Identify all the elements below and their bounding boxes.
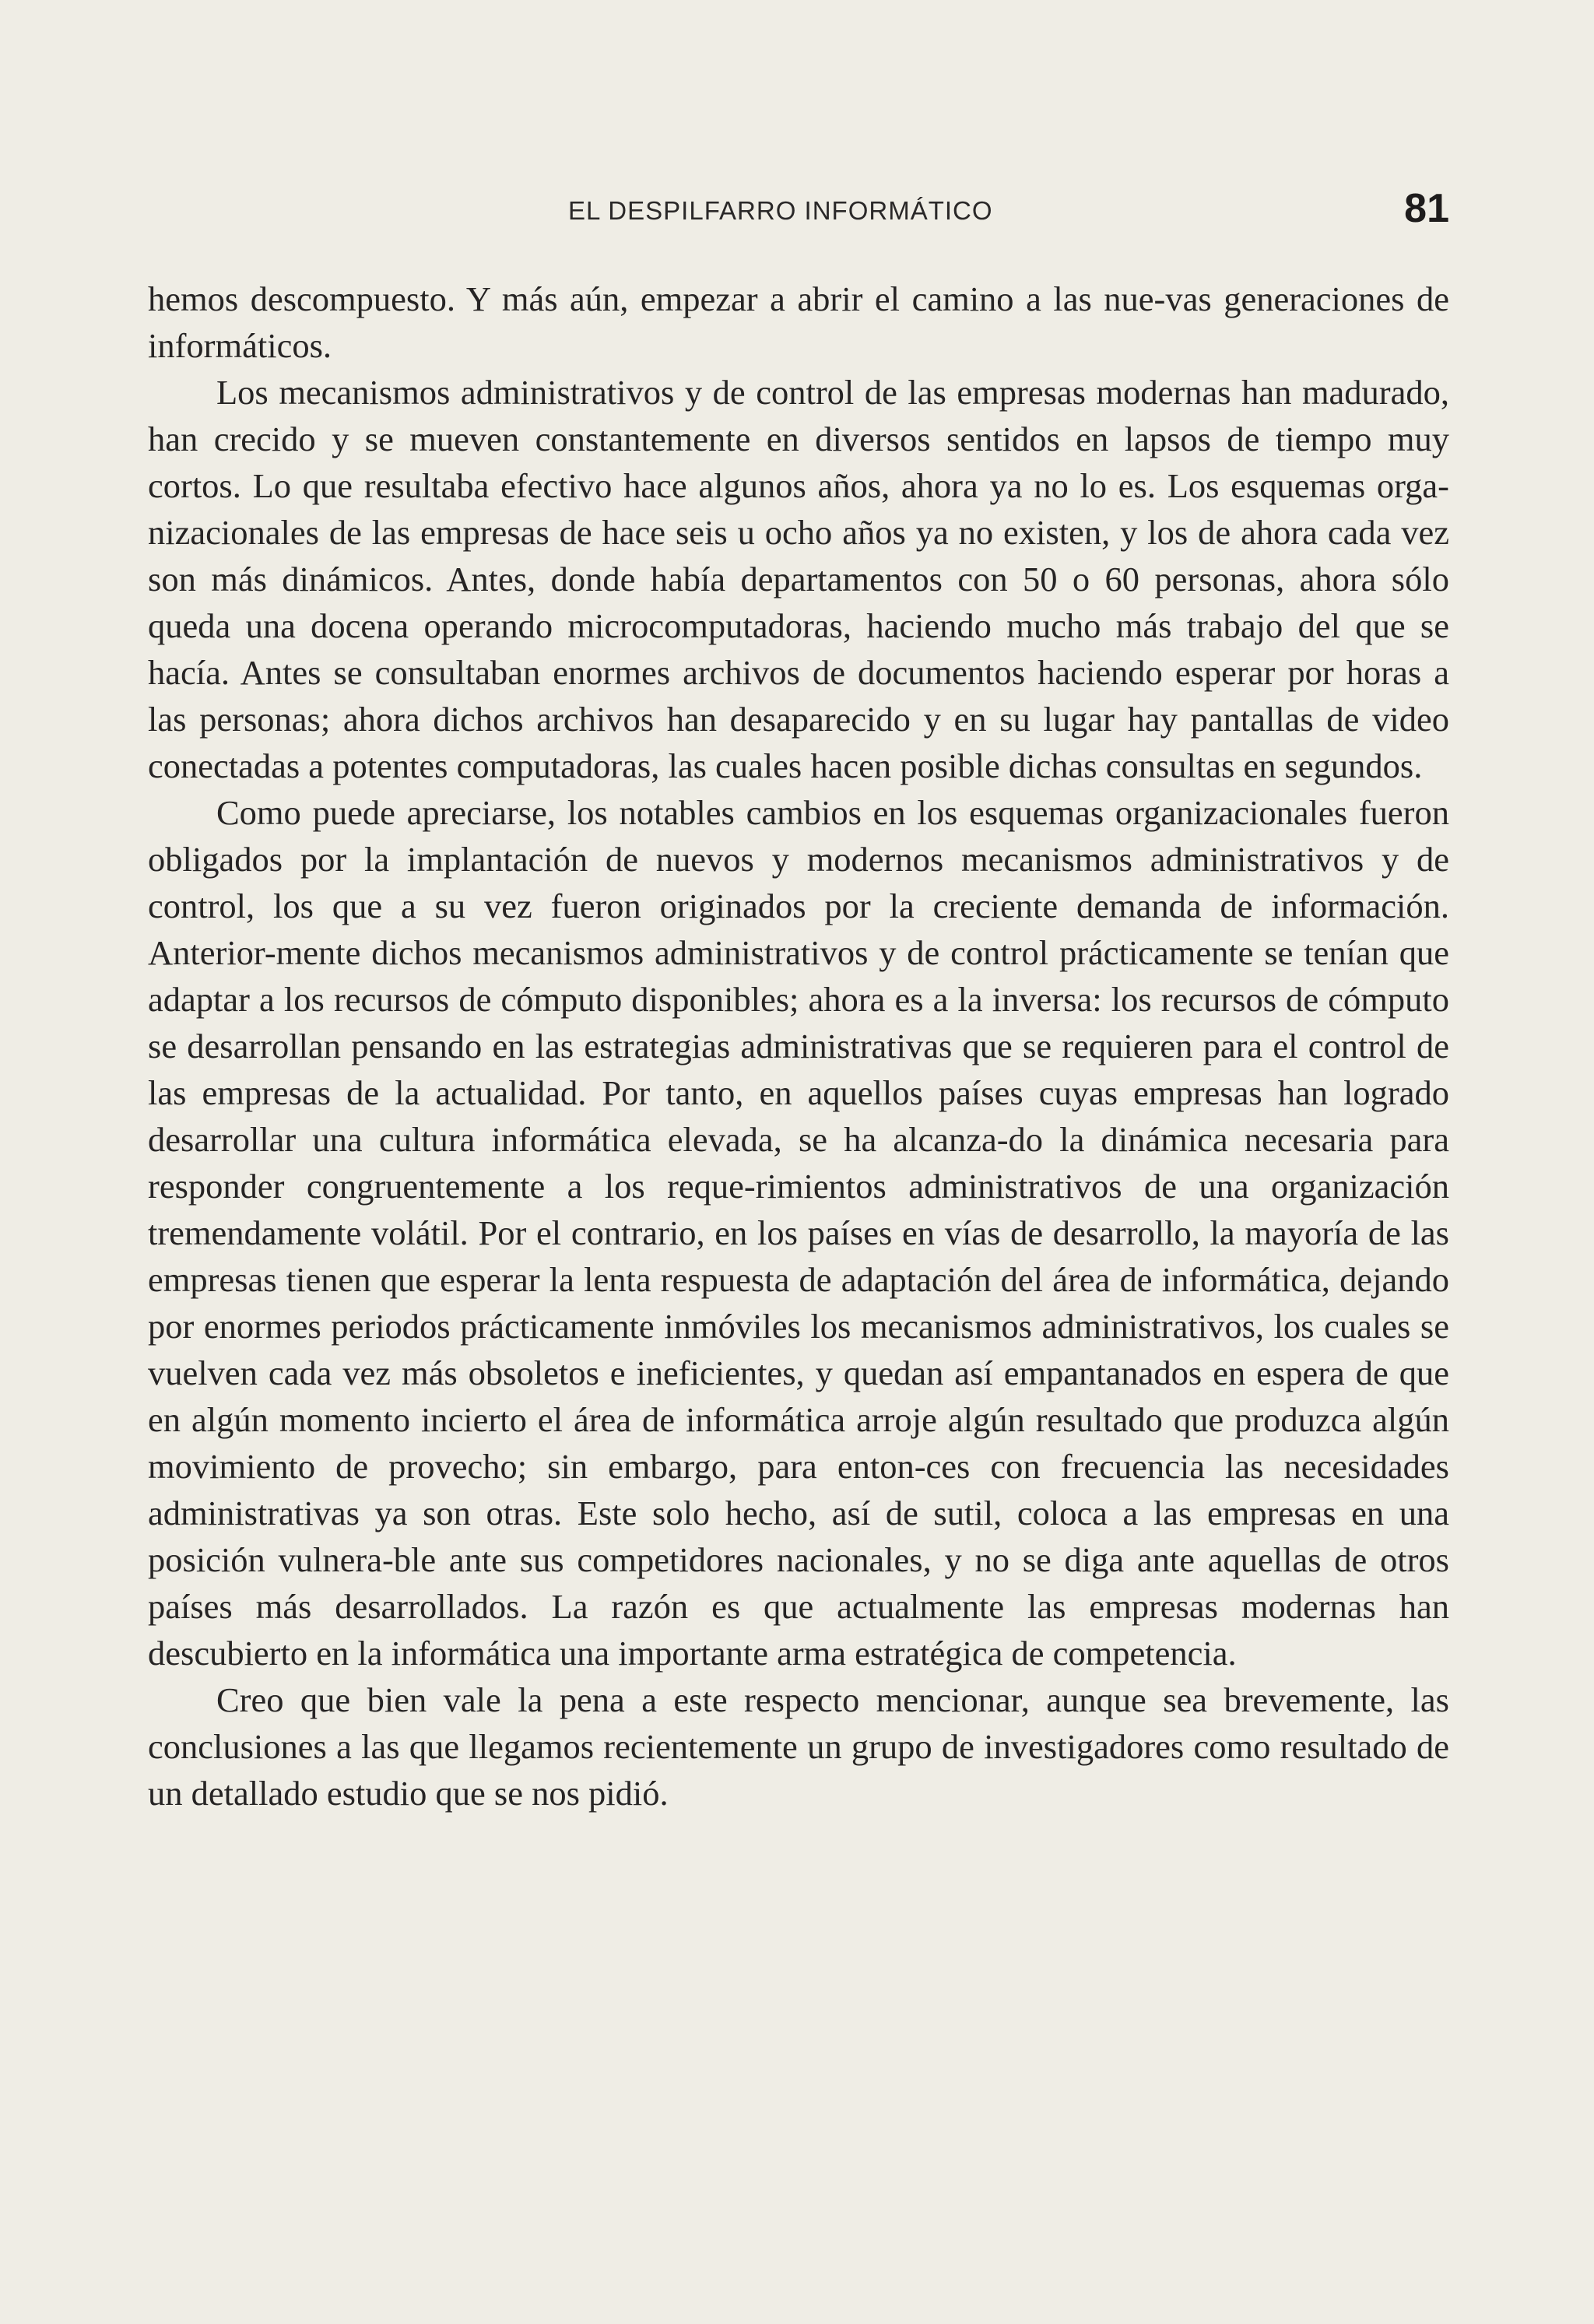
paragraph-4: Creo que bien vale la pena a este respecto mencionar, aunque sea brevemente, las conclusiones a las que llegamos recientemente un grupo de investigadores como resultado de un detallado estudio que se nos pidió. [148,1680,1449,1813]
page-number: 81 [1404,186,1449,231]
paragraph-2: Los mecanismos administrativos y de control de las empresas modernas han madurado, han crecido y se mueven constantemente en diversos sentidos en lapsos de tiempo muy cortos. Lo que resultaba efectivo hace algunos años, ahora ya no lo es. Los esquemas orga-nizacionales de las empresas de hace seis u ocho años ya no existen, y los de ahora cada vez son más dinámicos. Antes, donde había departamentos con 50 o 60 personas, ahora sólo queda una docena operando microcomputadoras, haciendo mucho más trabajo del que se hacía. Antes se consultaban enormes archivos de documentos haciendo esperar por horas a las personas; ahora dichos archivos han desaparecido y en su lugar hay pantallas de video conectadas a potentes computadoras, las cuales hacen posible dichas consultas en segundos. [148,373,1449,785]
running-title: EL DESPILFARRO INFORMÁTICO [568,196,993,225]
page-header [148,185,1449,240]
paragraph-3: Como puede apreciarse, los notables cambios en los esquemas organizacionales fueron obligados por la implantación de nuevos y modernos mecanismos administrativos y de control, los que a su vez fueron originados por la creciente demanda de información. Anterior-mente dichos mecanismos administrativos y de control prácticamente se tenían que adaptar a los recursos de cómputo disponibles; ahora es a la inversa: los recursos de cómputo se desarrollan pensando en las estrategias administrativas que se requieren para el control de las empresas de la actualidad. Por tanto, en aquellos países cuyas empresas han logrado desarrollar una cultura informática elevada, se ha alcanza-do la dinámica necesaria para responder congruentemente a los reque-rimientos administrativos de una organización tremendamente volátil. Por el contrario, en los países en vías de desarrollo, la mayoría de las empresas tienen que esperar la lenta respuesta de adaptación del área de informática, dejando por enormes periodos prácticamente inmóviles los mecanismos administrativos, los cuales se vuelven cada vez más obsoletos e ineficientes, y quedan así empantanados en espera de que en algún momento incierto el área de informática arroje algún resultado que produzca algún movimiento de provecho; sin embargo, para enton-ces con frecuencia las necesidades administrativas ya son otras. Este solo hecho, así de sutil, coloca a las empresas en una posición vulnera-ble ante sus competidores nacionales, y no se diga ante aquellas de otros países más desarrollados. La razón es que actualmente las empresas modernas han descubierto en la informática una importante arma estratégica de competencia. [148,793,1449,1673]
paragraph-1: hemos descompuesto. Y más aún, empezar a abrir el camino a las nue-vas generaciones de informáticos. [148,279,1449,365]
body-text [148,276,1449,1817]
